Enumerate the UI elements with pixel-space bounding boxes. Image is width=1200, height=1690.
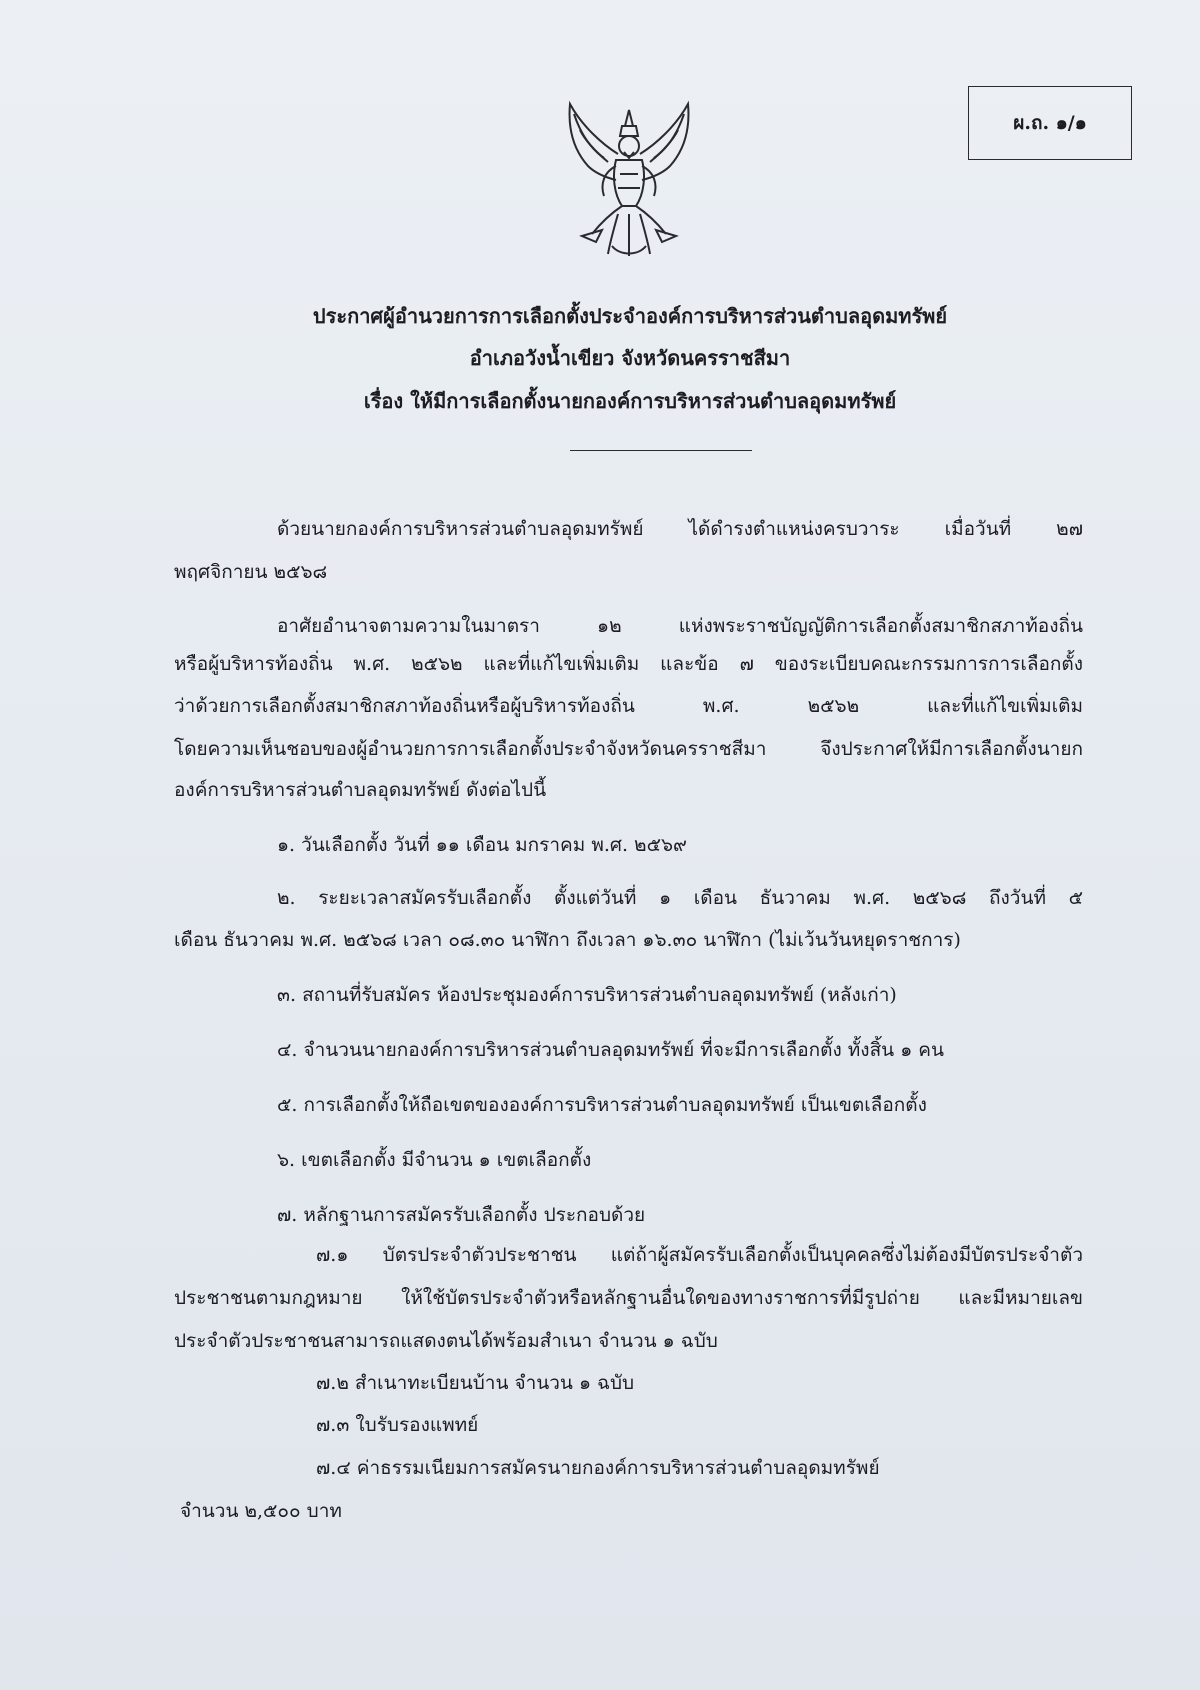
item-7-3: ๗.๓ ใบรับรองแพทย์ <box>316 1414 479 1436</box>
authority-line-4: โดยความเห็นชอบของผู้อำนวยการการเลือกตั้งประจำจังหวัดนครราชสีมา จึงประกาศให้มีการเลือกตั้งนายก <box>174 738 1083 760</box>
item-5: ๕. การเลือกตั้งให้ถือเขตขององค์การบริหารส่วนตำบลอุดมทรัพย์ เป็นเขตเลือกตั้ง <box>277 1094 927 1116</box>
heading-divider <box>570 450 752 451</box>
item-7-2: ๗.๒ สำเนาทะเบียนบ้าน จำนวน ๑ ฉบับ <box>316 1372 635 1394</box>
item-2-line-1: ๒. ระยะเวลาสมัครรับเลือกตั้ง ตั้งแต่วันที่ ๑ เดือน ธันวาคม พ.ศ. ๒๕๖๘ ถึงวันที่ ๕ <box>277 887 1083 909</box>
heading-subject: เรื่อง ให้มีการเลือกตั้งนายกองค์การบริหารส่วนตำบลอุดมทรัพย์ <box>363 389 897 413</box>
intro-line-1: ด้วยนายกองค์การบริหารส่วนตำบลอุดมทรัพย์ ได้ดำรงตำแหน่งครบวาระ เมื่อวันที่ ๒๗ <box>277 518 1083 540</box>
item-7-4-line-2: จำนวน ๒,๕๐๐ บาท <box>180 1500 342 1522</box>
garuda-emblem-icon <box>552 96 706 262</box>
form-code-box: ผ.ถ. ๑/๑ <box>968 86 1132 160</box>
intro-line-2: พฤศจิกายน ๒๕๖๘ <box>174 561 328 583</box>
item-1: ๑. วันเลือกตั้ง วันที่ ๑๑ เดือน มกราคม พ.ศ. ๒๕๖๙ <box>277 834 687 856</box>
item-7-1-line-3: ประจำตัวประชาชนสามารถแสดงตนได้พร้อมสำเนา จำนวน ๑ ฉบับ <box>174 1330 718 1352</box>
authority-line-5: องค์การบริหารส่วนตำบลอุดมทรัพย์ ดังต่อไปนี้ <box>174 779 547 801</box>
authority-line-1: อาศัยอำนาจตามความในมาตรา ๑๒ แห่งพระราชบัญญัติการเลือกตั้งสมาชิกสภาท้องถิ่น <box>277 615 1083 637</box>
heading-district: อำเภอวังน้ำเขียว จังหวัดนครราชสีมา <box>469 346 791 370</box>
item-3: ๓. สถานที่รับสมัคร ห้องประชุมองค์การบริหารส่วนตำบลอุดมทรัพย์ (หลังเก่า) <box>277 984 897 1006</box>
item-6: ๖. เขตเลือกตั้ง มีจำนวน ๑ เขตเลือกตั้ง <box>277 1149 592 1171</box>
item-4: ๔. จำนวนนายกองค์การบริหารส่วนตำบลอุดมทรัพย์ ที่จะมีการเลือกตั้ง ทั้งสิ้น ๑ คน <box>277 1039 945 1061</box>
heading-title: ประกาศผู้อำนวยการการเลือกตั้งประจำองค์การบริหารส่วนตำบลอุดมทรัพย์ <box>312 304 948 328</box>
item-7: ๗. หลักฐานการสมัครรับเลือกตั้ง ประกอบด้วย <box>277 1204 646 1226</box>
item-7-4-line-1: ๗.๔ ค่าธรรมเนียมการสมัครนายกองค์การบริหารส่วนตำบลอุดมทรัพย์ <box>316 1457 880 1479</box>
item-2-line-2: เดือน ธันวาคม พ.ศ. ๒๕๖๘ เวลา ๐๘.๓๐ นาฬิกา ถึงเวลา ๑๖.๓๐ นาฬิกา (ไม่เว้นวันหยุดราชการ) <box>174 929 961 951</box>
authority-line-3: ว่าด้วยการเลือกตั้งสมาชิกสภาท้องถิ่นหรือผู้บริหารท้องถิ่น พ.ศ. ๒๕๖๒ และที่แก้ไขเพิ่มเติม <box>174 695 1083 717</box>
item-7-1-line-2: ประชาชนตามกฎหมาย ให้ใช้บัตรประจำตัวหรือหลักฐานอื่นใดของทางราชการที่มีรูปถ่าย และมีหมายเลข <box>174 1287 1083 1309</box>
authority-line-2: หรือผู้บริหารท้องถิ่น พ.ศ. ๒๕๖๒ และที่แก้ไขเพิ่มเติม และข้อ ๗ ของระเบียบคณะกรรมการการเลือกตั้ง <box>174 653 1083 675</box>
item-7-1-line-1: ๗.๑ บัตรประจำตัวประชาชน แต่ถ้าผู้สมัครรับเลือกตั้งเป็นบุคคลซึ่งไม่ต้องมีบัตรประจำตัว <box>316 1244 1083 1266</box>
